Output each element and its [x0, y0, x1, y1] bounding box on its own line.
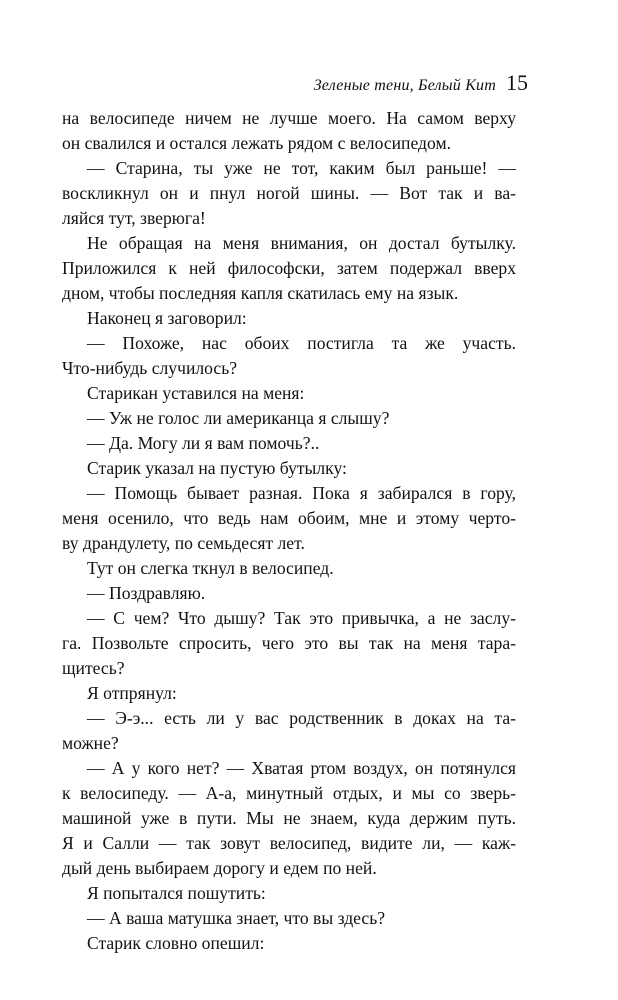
text-line: — Да. Могу ли я вам помочь?..: [87, 433, 320, 453]
text-line: Старик словно опешил:: [87, 933, 265, 953]
text-line: га. Позвольте спросить, чего это вы так на меня тара-: [62, 633, 516, 653]
body-text: [62, 106, 516, 956]
text-line: можне?: [62, 733, 119, 753]
text-line: на велосипеде ничем не лучше моего. На самом верху: [62, 108, 516, 128]
running-title: Зеленые тени, Белый Кит: [313, 77, 496, 94]
text-line: Тут он слегка ткнул в велосипед.: [87, 558, 334, 578]
text-line: Наконец я заговорил:: [87, 308, 247, 328]
text-line: меня осенило, что ведь нам обоим, мне и этому черто-: [62, 508, 516, 528]
text-line: воскликнул он и пнул ногой шины. — Вот так и ва-: [62, 183, 516, 203]
text-line: к велосипеду. — А-а, минутный отдых, и мы со зверь-: [62, 783, 516, 803]
text-line: Я отпрянул:: [87, 683, 177, 703]
text-line: ляйся тут, зверюга!: [62, 208, 206, 228]
text-line: — Помощь бывает разная. Пока я забирался в гору,: [87, 483, 516, 503]
text-line: дном, чтобы последняя капля скатилась ему на язык.: [62, 283, 459, 303]
text-line: он свалился и остался лежать рядом с велосипедом.: [62, 133, 451, 153]
text-line: — Поздравляю.: [87, 583, 206, 603]
text-line: Старикан уставился на меня:: [87, 383, 305, 403]
text-line: щитесь?: [62, 658, 125, 678]
text-line: Не обращая на меня внимания, он достал бутылку.: [87, 233, 516, 253]
text-line: машиной уже в пути. Мы не знаем, куда держим путь.: [62, 808, 516, 828]
text-line: Приложился к ней философски, затем подержал вверх: [62, 258, 516, 278]
text-line: ву драндулету, по семьдесят лет.: [62, 533, 305, 553]
text-line: — Старина, ты уже не тот, каким был раньше! —: [87, 158, 516, 178]
text-line: Что-нибудь случилось?: [62, 358, 238, 378]
text-line: — Э-э... есть ли у вас родственник в доках на та-: [87, 708, 516, 728]
page-header: [314, 70, 528, 96]
text-line: — Уж не голос ли американца я слышу?: [87, 408, 390, 428]
text-line: — А у кого нет? — Хватая ртом воздух, он потянулся: [87, 758, 516, 778]
text-line: Я попытался пошутить:: [87, 883, 266, 903]
text-line: дый день выбираем дорогу и едем по ней.: [62, 858, 377, 878]
text-line: — С чем? Что дышу? Так это привычка, а не заслу-: [87, 608, 516, 628]
text-line: Я и Салли — так зовут велосипед, видите ли, — каж-: [62, 833, 516, 853]
page-number: 15: [506, 70, 528, 95]
text-line: — А ваша матушка знает, что вы здесь?: [87, 908, 386, 928]
text-line: — Похоже, нас обоих постигла та же участь.: [87, 333, 516, 353]
text-line: Старик указал на пустую бутылку:: [87, 458, 347, 478]
